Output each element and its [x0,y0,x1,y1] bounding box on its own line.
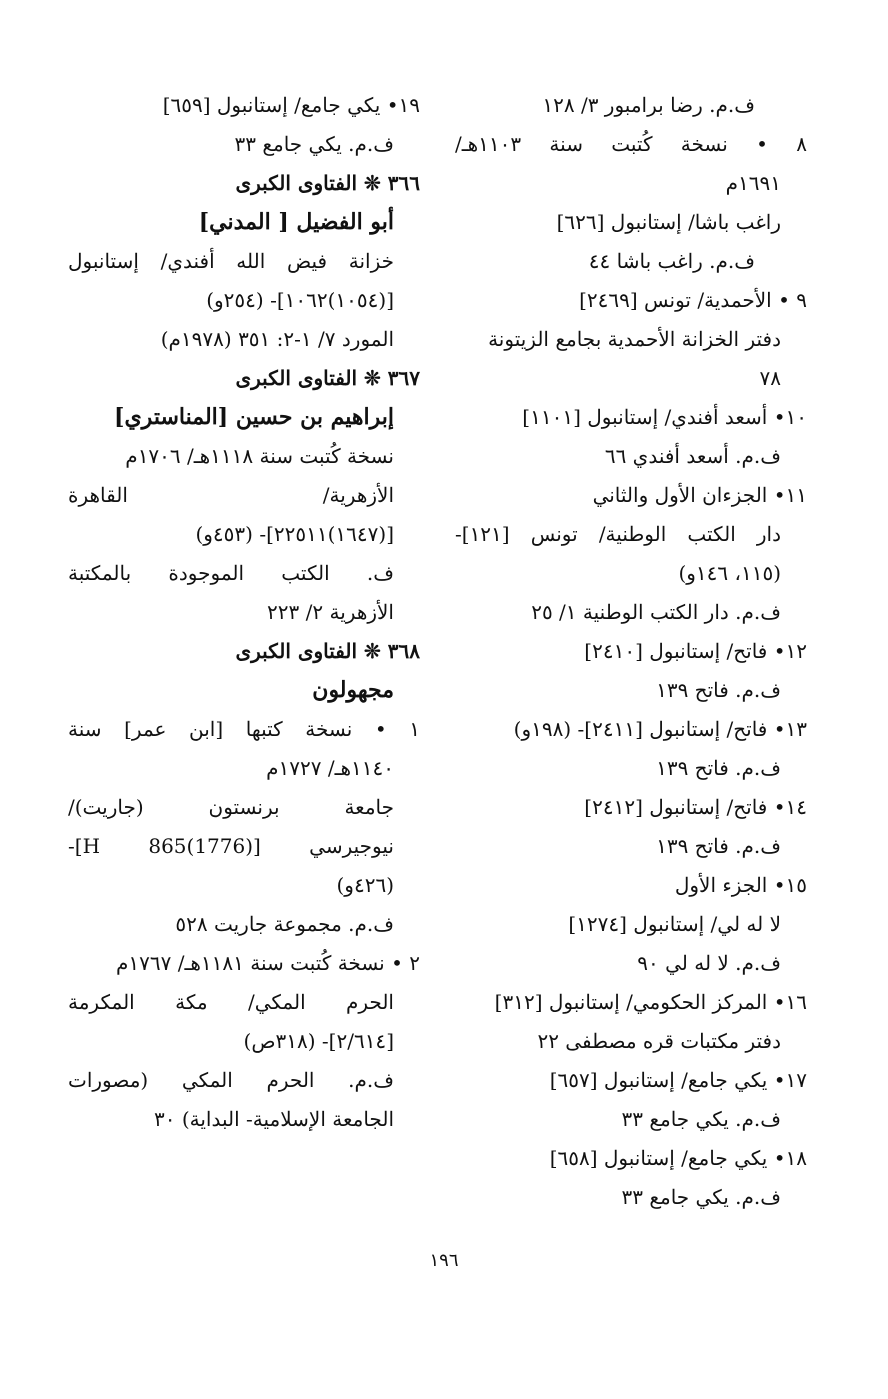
left-column [68,86,420,1139]
left-column-line: ٢ • نسخة كُتبت سنة ١١٨١هـ/ ١٧٦٧م [116,951,420,975]
left-column-line: الحرم المكي/ مكة المكرمة [68,990,394,1014]
right-column-line: دار الكتب الوطنية/ تونس [١٢١]- [455,522,781,546]
left-column-line: ف.م. الحرم المكي (مصورات [68,1068,394,1092]
left-column-line: الأزهرية ٢/ ٢٢٣ [267,600,394,624]
left-column-line: ١٩• يكي جامع/ إستانبول [٦٥٩] [162,93,420,117]
right-column-line: دفتر الخزانة الأحمدية بجامع الزيتونة [488,327,781,351]
left-column-line: [(١٠٥٤)١٠٦٢]- (٢٥٤و) [206,288,394,312]
left-column-line: ف.م. مجموعة جاريت ٥٢٨ [175,912,394,936]
left-column-line: المورد ٧/ ١-٢: ٣٥١ (١٩٧٨م) [160,327,394,351]
left-column-heading: ٣٦٦ ❊ الفتاوى الكبرى [235,171,420,195]
left-column-heading: مجهولون [312,677,394,703]
left-column-line: نيوجيرسي [H 865(1776)]- [68,834,394,858]
right-column-line: ف.م. فاتح ١٣٩ [656,756,781,780]
left-column-line: (٤٢٦و) [336,873,394,897]
right-column-line: ف.م. يكي جامع ٣٣ [621,1107,781,1131]
right-column-line: ف.م. دار الكتب الوطنية ١/ ٢٥ [531,600,781,624]
right-column-line: ١١• الجزءان الأول والثاني [592,483,807,507]
right-column-line: ٧٨ [759,366,781,390]
left-column-line: الأزهرية/ القاهرة [68,483,394,507]
left-column-heading: أبو الفضيل [ المدني] [198,209,394,235]
page-number: ١٩٦ [429,1250,459,1271]
right-column-line: ف.م. أسعد أفندي ٦٦ [604,444,781,468]
right-column-line: ١٧• يكي جامع/ إستانبول [٦٥٧] [549,1068,807,1092]
left-column-heading: ٣٦٧ ❊ الفتاوى الكبرى [235,366,420,390]
right-column-line: ف.م. راغب باشا ٤٤ [588,249,755,273]
right-column-line: ف.م. فاتح ١٣٩ [656,678,781,702]
right-column-line: ١٤• فاتح/ إستانبول [٢٤١٢] [584,795,807,819]
right-column-line: ف.م. رضا برامبور ٣/ ١٢٨ [542,93,755,117]
right-column-line: راغب باشا/ إستانبول [٦٢٦] [556,210,781,234]
right-column-line: ف.م. فاتح ١٣٩ [656,834,781,858]
right-column-line: ١٢• فاتح/ إستانبول [٢٤١٠] [584,639,807,663]
right-column-line: ١٥• الجزء الأول [674,873,807,897]
right-column-line: ١٨• يكي جامع/ إستانبول [٦٥٨] [549,1146,807,1170]
left-column-line: خزانة فيض الله أفندي/ إستانبول [68,249,394,273]
right-column-line: لا له لي/ إستانبول [١٢٧٤] [568,912,781,936]
left-column-line: [٢/٦١٤]- (٣١٨ص) [243,1029,394,1053]
left-column-heading: ٣٦٨ ❊ الفتاوى الكبرى [235,639,420,663]
left-column-line: ف. الكتب الموجودة بالمكتبة [68,561,394,585]
right-column-line: ف.م. يكي جامع ٣٣ [621,1185,781,1209]
right-column-line: (١١٥، ١٤٦و) [678,561,781,585]
right-column [455,86,807,1217]
right-column-line: ف.م. لا له لي ٩٠ [637,951,781,975]
right-column-line: دفتر مكتبات قره مصطفى ٢٢ [537,1029,781,1053]
right-column-line: ١٠• أسعد أفندي/ إستانبول [١١٠١] [522,405,807,429]
right-column-line: ٨ • نسخة كُتبت سنة ١١٠٣هـ/ [455,132,807,156]
left-column-line: ف.م. يكي جامع ٣٣ [234,132,394,156]
right-column-line: ١٦• المركز الحكومي/ إستانبول [٣١٢] [494,990,807,1014]
left-column-heading: إبراهيم بن حسين [المناستري] [114,404,394,430]
left-column-line: [(١٦٤٧)٢٢٥١١]- (٤٥٣و) [195,522,394,546]
right-column-line: ١٦٩١م [725,171,781,195]
left-column-line: جامعة برنستون (جاريت)/ [68,795,394,819]
left-column-line: نسخة كُتبت سنة ١١١٨هـ/ ١٧٠٦م [125,444,394,468]
left-column-line: ١١٤٠هـ/ ١٧٢٧م [266,756,394,780]
left-column-line: ١ • نسخة كتبها [ابن عمر] سنة [68,717,420,741]
left-column-line: الجامعة الإسلامية- البداية) ٣٠ [153,1107,394,1131]
right-column-line: ١٣• فاتح/ إستانبول [٢٤١١]- (١٩٨و) [513,717,807,741]
right-column-line: ٩ • الأحمدية/ تونس [٢٤٦٩] [579,288,807,312]
